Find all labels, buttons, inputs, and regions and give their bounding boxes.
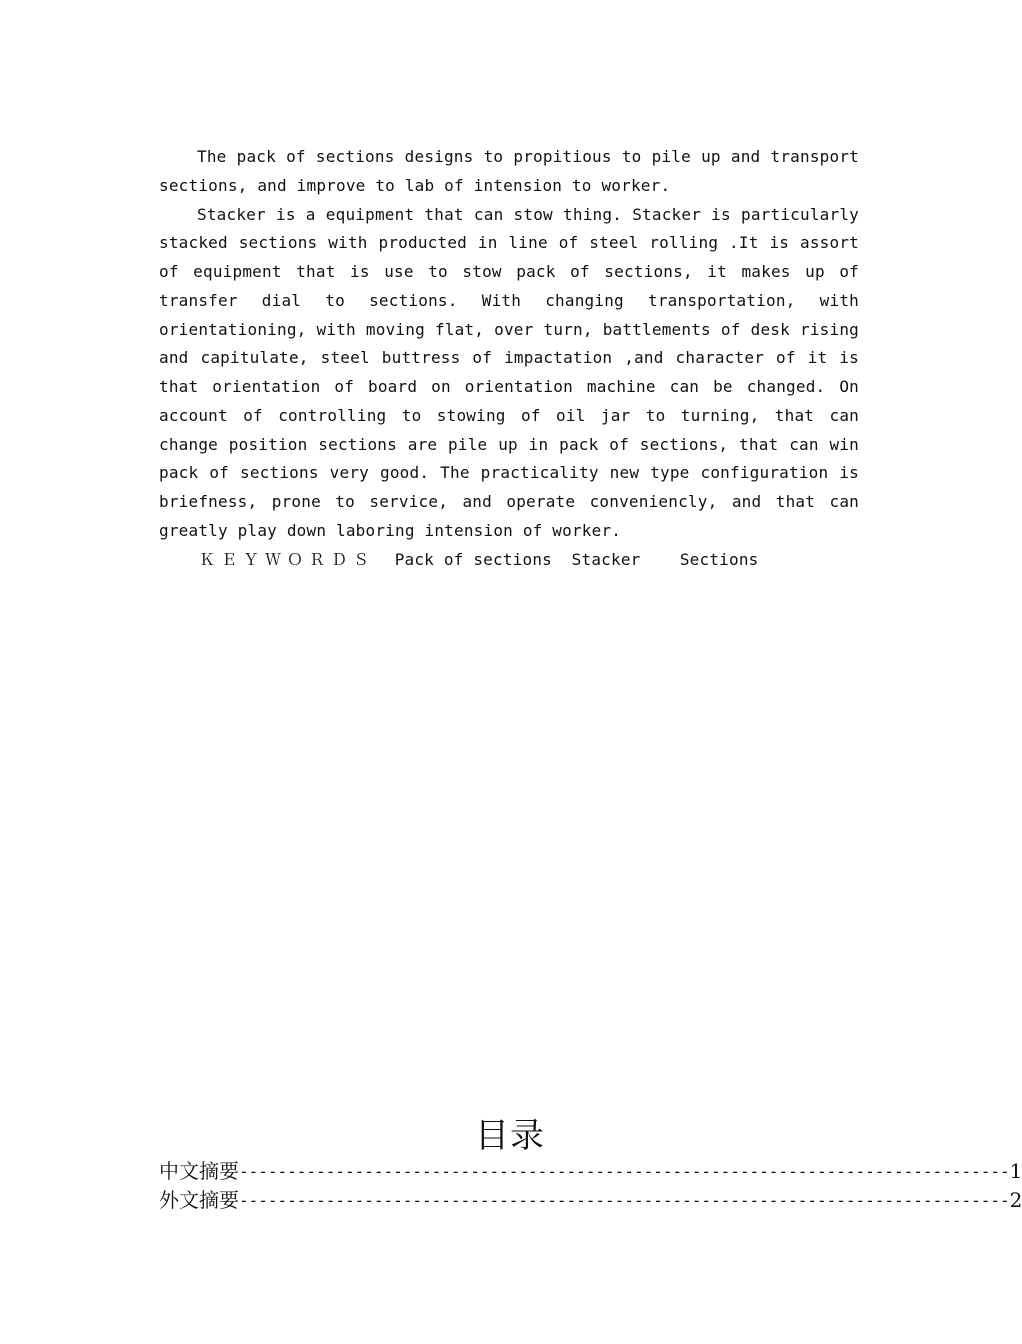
abstract-paragraph: Stacker is a equipment that can stow thing. Stacker is particularly stacked sections with producted in line of steel rolling .It is assort of equipment that is use to stow pack of sections, it makes up of transfer dial to sections. With changing transportation, with orientationing, with moving flat, over turn, battlements of desk rising and capitulate, steel buttress of impactation ,and character of it is that orientation of board on orientation machine can be changed. On account of controlling to stowing of oil jar to turning, that can change position sections are pile up in pack of sections, that can win pack of sections very good. The practicality new type configuration is briefness, prone to service, and operate conveniencly, and that can greatly play down laboring intension of worker.	[159, 204, 859, 540]
toc-title: 目录	[475, 1116, 545, 1156]
english-abstract	[159, 143, 859, 574]
table-of-contents	[159, 1157, 1022, 1215]
keywords-line	[159, 546, 859, 575]
toc-entry-page: 1	[1009, 1159, 1022, 1183]
toc-entry-leader: --------------------------------------------------------------------------------	[239, 1191, 1010, 1210]
toc-entry-label: 外文摘要	[159, 1188, 239, 1212]
keywords-text: Pack of sections Stacker Sections	[394, 549, 759, 569]
toc-entry-page: 2	[1009, 1188, 1022, 1212]
abstract-paragraph: The pack of sections designs to propitious to pile up and transport sections, and improve to lab of intension to worker.	[159, 147, 859, 195]
toc-entry[interactable]	[159, 1186, 1022, 1215]
toc-entry-label: 中文摘要	[159, 1159, 239, 1183]
toc-entry-leader: --------------------------------------------------------------------------------	[239, 1162, 1010, 1181]
keywords-label: ＫＥＹＷＯＲＤＳ	[199, 549, 376, 569]
toc-entry[interactable]	[159, 1157, 1022, 1186]
